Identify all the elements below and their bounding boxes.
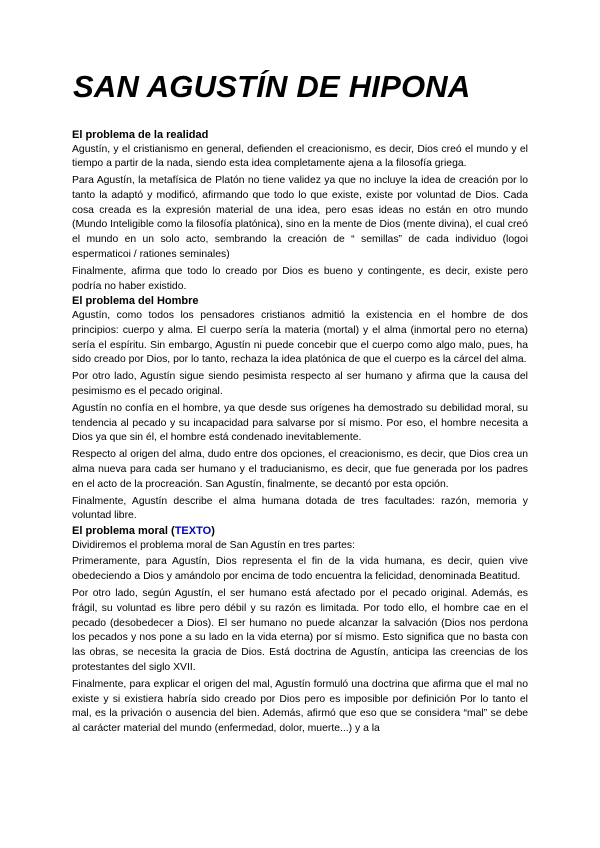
paragraph: Respecto al origen del alma, dudo entre dos opciones, el creacionismo, es decir, que Dios crea un alma nueva para cada ser humano y el traducianismo, es decir, que fue generada por los padres en el acto de la procreación. San Agustín, finalmente, se decantó por esta opción.: [72, 449, 528, 490]
paragraph: Para Agustín, la metafísica de Platón no tiene validez ya que no incluye la idea de creación por lo tanto la adaptó y modificó, afirmando que todo lo que existe, existe por voluntad de Dios. Cada cosa creada es la expresión material de una idea, pero esas ideas no están en otro mundo (Mundo Inteligible como la filosofía platónica), sino en la mente de Dios (mente divina), el cual creó el mundo en un solo acto, sembrando la creación de “ semillas” de cada individuo (logoi espermaticoi / rationes seminales): [72, 175, 528, 261]
section-realidad: [72, 128, 528, 294]
section-hombre: [72, 294, 528, 524]
section-heading: El problema del Hombre: [72, 295, 199, 308]
paragraph: Dividiremos el problema moral de San Agustín en tres partes:: [72, 539, 355, 551]
paragraph: Finalmente, Agustín describe el alma humana dotada de tres facultades: razón, memoria y voluntad libre.: [72, 495, 528, 522]
paragraph: Agustín, y el cristianismo en general, defienden el creacionismo, es decir, Dios creó el mundo y el tiempo a partir de la nada, siendo esta idea completamente ajena a la filosofía griega.: [72, 143, 528, 170]
section-heading: [72, 524, 528, 539]
section-heading: El problema de la realidad: [72, 129, 209, 141]
paragraph: Por otro lado, según Agustín, el ser humano está afectado por el pecado original. Además, es frágil, su voluntad es libre pero débil y su razón es limitada. Por todo ello, el hombre cae en el pecado (desobedecer a Dios). El ser humano no puede alcanzar la salvación (Dios nos perdona los pecados y nos pone a su lado en la vida eterna) por sí mismo. Esto significa que no basta con las obras, se necesita la gracia de Dios. Está doctrina de Agustín, anticipa las creencias de los protestantes del siglo XVII.: [72, 588, 528, 673]
paragraph: Primeramente, para Agustín, Dios representa el fin de la vida humana, es decir, quien vive obedeciendo a Dios y amándolo por encima de todo encuentra la felicidad, denominada Beatitud.: [72, 556, 528, 583]
paragraph: Por otro lado, Agustín sigue siendo pesimista respecto al ser humano y afirma que la causa del pesimismo es el pecado original.: [72, 371, 528, 397]
paragraph: Agustín, como todos los pensadores cristianos admitió la existencia en el hombre de dos principios: cuerpo y alma. El cuerpo sería la materia (mortal) y el alma (inmortal pero no eterna) sería el espíritu. Sin embargo, Agustín ni puede concebir que el cuerpo como algo malo, pues, ha sido creado por Dios, por lo tanto, rechaza la idea platónica de que el cuerpo es la cárcel del alma.: [72, 309, 528, 366]
paragraph: Agustín no confía en el hombre, ya que desde sus orígenes ha demostrado su debilidad moral, su tendencia al pecado y su incapacidad para salvarse por sí mismo. Por eso, el hombre necesita a Dios ya que sin él, el hombre está condenado inevitablemente.: [72, 402, 528, 444]
paragraph: Finalmente, para explicar el origen del mal, Agustín formuló una doctrina que afirma que el mal no existe y si existiera habría sido creado por Dios pero es imposible por definición Por lo tanto el mal, es la privación o ausencia del bien. Además, afirmó que eso que se considera “mal” se debe al carácter material del mundo (enfermedad, dolor, muerte...) y a la: [72, 678, 528, 735]
page-title: SAN AGUSTÍN DE HIPONA: [73, 69, 471, 104]
texto-link[interactable]: TEXTO: [174, 525, 212, 538]
section-heading-end: ): [211, 525, 215, 538]
section-heading-text: El problema moral (: [72, 525, 175, 538]
section-moral: [72, 524, 528, 737]
document-body: [72, 128, 528, 739]
paragraph: Finalmente, afirma que todo lo creado por Dios es bueno y contingente, es decir, existe pero podría no haber existido.: [72, 265, 528, 292]
